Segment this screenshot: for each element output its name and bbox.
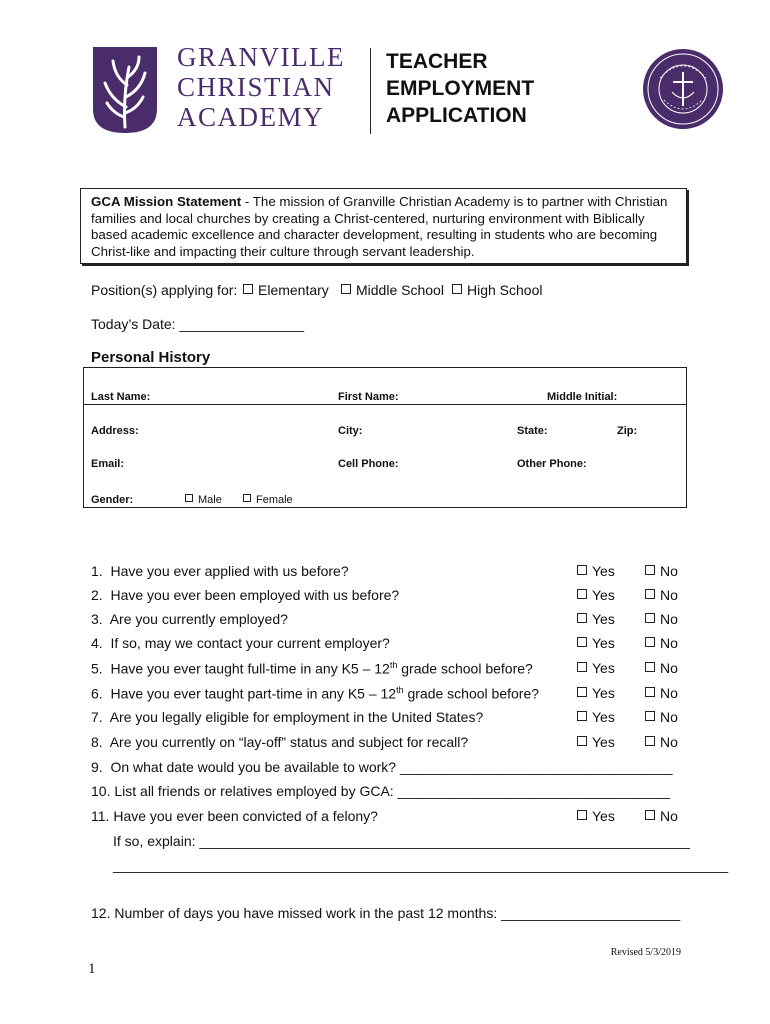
yes-label: Yes <box>592 685 615 701</box>
academy-logo-text <box>177 42 345 132</box>
no-label: No <box>660 808 678 824</box>
question-2 <box>91 587 399 603</box>
question-text: Are you currently employed? <box>109 611 288 627</box>
personal-history-title: Personal History <box>91 349 211 366</box>
checkbox-icon[interactable] <box>577 687 587 697</box>
yes-option[interactable] <box>577 734 615 750</box>
question-number: 3. <box>91 611 103 627</box>
ordinal-suffix: th <box>389 660 398 670</box>
checkbox-icon[interactable] <box>243 284 253 294</box>
checkbox-icon[interactable] <box>577 736 587 746</box>
question-6 <box>91 685 539 702</box>
question-8 <box>91 734 468 750</box>
yes-option[interactable] <box>577 808 615 824</box>
checkbox-icon[interactable] <box>645 711 655 721</box>
zip-field[interactable]: Zip: <box>617 425 638 437</box>
question-text: Have you ever taught full-time in any K5 – 12 <box>110 660 390 677</box>
gender-option-label: Female <box>256 494 293 506</box>
checkbox-icon[interactable] <box>452 284 462 294</box>
yes-label: Yes <box>592 587 615 603</box>
question-11 <box>91 808 378 824</box>
question-text: grade school before? <box>403 685 540 702</box>
yes-option[interactable] <box>577 563 615 579</box>
logo-line: GRANVILLE <box>177 42 345 72</box>
question-number: 7. <box>91 709 103 725</box>
explain-field[interactable]: If so, explain: _______________________________________________________________ <box>113 833 690 849</box>
question-text: Are you legally eligible for employment in the United States? <box>109 709 484 725</box>
yes-option[interactable] <box>577 587 615 603</box>
yes-label: Yes <box>592 563 615 579</box>
checkbox-icon[interactable] <box>645 613 655 623</box>
page-number: 1 <box>88 961 96 977</box>
yes-label: Yes <box>592 635 615 651</box>
checkbox-icon[interactable] <box>645 565 655 575</box>
checkbox-icon[interactable] <box>243 494 251 502</box>
title-line: TEACHER <box>386 50 488 73</box>
no-option[interactable] <box>645 563 678 579</box>
no-label: No <box>660 734 678 750</box>
checkbox-icon[interactable] <box>577 565 587 575</box>
no-label: No <box>660 611 678 627</box>
header-divider <box>370 48 371 134</box>
checkbox-icon[interactable] <box>577 711 587 721</box>
gender-label: Gender: <box>91 494 134 506</box>
checkbox-icon[interactable] <box>645 637 655 647</box>
yes-option[interactable] <box>577 685 615 701</box>
yes-option[interactable] <box>577 635 615 651</box>
checkbox-icon[interactable] <box>185 494 193 502</box>
yes-option[interactable] <box>577 611 615 627</box>
position-row <box>91 282 237 298</box>
no-option[interactable] <box>645 660 678 676</box>
gender-option-female[interactable] <box>243 494 293 506</box>
question-text: If so, may we contact your current employer? <box>110 635 390 651</box>
position-option-middle-school[interactable] <box>341 282 444 298</box>
state-field[interactable]: State: <box>517 425 548 437</box>
email-field[interactable]: Email: <box>91 458 125 470</box>
checkbox-icon[interactable] <box>645 687 655 697</box>
title-line: EMPLOYMENT <box>386 77 535 100</box>
question-number: 6. <box>91 685 103 702</box>
last-name-field[interactable]: Last Name: <box>91 391 151 403</box>
question-text: Number of days you have missed work in the past 12 months: _______________________ <box>114 905 681 921</box>
checkbox-icon[interactable] <box>577 662 587 672</box>
no-option[interactable] <box>645 734 678 750</box>
yes-option[interactable] <box>577 660 615 676</box>
checkbox-icon[interactable] <box>645 736 655 746</box>
question-text: grade school before? <box>397 660 533 677</box>
academy-seal-icon <box>642 48 724 130</box>
question-number: 11. <box>91 808 110 824</box>
yes-label: Yes <box>592 734 615 750</box>
question-10[interactable] <box>91 783 670 799</box>
no-option[interactable] <box>645 635 678 651</box>
gender-option-male[interactable] <box>185 494 222 506</box>
ordinal-suffix: th <box>396 685 404 695</box>
yes-label: Yes <box>592 660 615 676</box>
gca-logo-icon <box>93 47 157 133</box>
other-phone-field[interactable]: Other Phone: <box>517 458 587 470</box>
question-number: 9. <box>91 759 103 775</box>
question-number: 10. <box>91 783 111 799</box>
city-field[interactable]: City: <box>338 425 363 437</box>
address-field[interactable]: Address: <box>91 425 139 437</box>
mission-statement-box <box>80 188 687 264</box>
no-option[interactable] <box>645 611 678 627</box>
cell-phone-field[interactable]: Cell Phone: <box>338 458 399 470</box>
table-divider <box>83 404 687 405</box>
checkbox-icon[interactable] <box>577 637 587 647</box>
todays-date-field[interactable]: Today’s Date: ________________ <box>91 316 305 332</box>
position-option-high-school[interactable] <box>452 282 543 298</box>
question-number: 2. <box>91 587 103 603</box>
question-text: Have you ever been convicted of a felony? <box>113 808 378 824</box>
question-7 <box>91 709 483 725</box>
question-number: 4. <box>91 635 103 651</box>
question-1 <box>91 563 349 579</box>
checkbox-icon[interactable] <box>577 810 587 820</box>
yes-label: Yes <box>592 611 615 627</box>
position-label: Position(s) applying for: <box>91 282 238 298</box>
explain-field-line-2[interactable]: _______________________________________________________________________________ <box>113 857 729 873</box>
position-option-label: Middle School <box>356 282 444 298</box>
middle-initial-field[interactable]: Middle Initial: <box>547 391 618 403</box>
question-number: 8. <box>91 734 103 750</box>
position-option-label: Elementary <box>258 282 329 298</box>
question-number: 12. <box>91 905 111 921</box>
gender-option-label: Male <box>198 494 222 506</box>
yes-label: Yes <box>592 808 615 824</box>
mission-text: - The mission of Granville Christian Academy is to partner with Christian families and local churches by creating a Christ-centered, nurturing environment with Biblically based academic excellence and character development, resulting in students who are becoming Christ-like and impacting their culture through servant leadership. <box>91 194 668 259</box>
question-3 <box>91 611 288 627</box>
no-label: No <box>660 709 678 725</box>
no-label: No <box>660 685 678 701</box>
no-option[interactable] <box>645 685 678 701</box>
checkbox-icon[interactable] <box>645 589 655 599</box>
question-number: 5. <box>91 660 103 677</box>
question-12[interactable] <box>91 905 680 921</box>
no-label: No <box>660 660 678 676</box>
question-number: 1. <box>91 563 103 579</box>
checkbox-icon[interactable] <box>645 662 655 672</box>
question-9[interactable] <box>91 759 673 775</box>
mission-label: GCA Mission Statement <box>91 194 242 209</box>
yes-option[interactable] <box>577 709 615 725</box>
no-option[interactable] <box>645 709 678 725</box>
question-text: Have you ever taught part-time in any K5 – 12 <box>110 685 397 702</box>
page-title <box>386 48 534 129</box>
checkbox-icon[interactable] <box>645 810 655 820</box>
logo-line: CHRISTIAN <box>177 72 335 102</box>
checkbox-icon[interactable] <box>341 284 351 294</box>
question-text: Have you ever been employed with us before? <box>110 587 400 603</box>
yes-label: Yes <box>592 709 615 725</box>
no-label: No <box>660 563 678 579</box>
no-label: No <box>660 587 678 603</box>
question-text: List all friends or relatives employed by GCA: ___________________________________ <box>114 783 671 799</box>
question-text: On what date would you be available to work? ___________________________________ <box>110 759 673 775</box>
question-4 <box>91 635 390 651</box>
checkbox-icon[interactable] <box>577 589 587 599</box>
no-option[interactable] <box>645 808 678 824</box>
no-option[interactable] <box>645 587 678 603</box>
title-line: APPLICATION <box>386 104 527 127</box>
question-text: Are you currently on “lay-off” status and subject for recall? <box>109 734 469 750</box>
personal-history-table <box>83 367 687 508</box>
no-label: No <box>660 635 678 651</box>
position-option-elementary[interactable] <box>243 282 329 298</box>
question-text: Have you ever applied with us before? <box>110 563 349 579</box>
checkbox-icon[interactable] <box>577 613 587 623</box>
position-option-label: High School <box>467 282 543 298</box>
question-5 <box>91 660 533 677</box>
first-name-field[interactable]: First Name: <box>338 391 399 403</box>
logo-line: ACADEMY <box>177 102 325 132</box>
revision-date: Revised 5/3/2019 <box>610 947 681 958</box>
